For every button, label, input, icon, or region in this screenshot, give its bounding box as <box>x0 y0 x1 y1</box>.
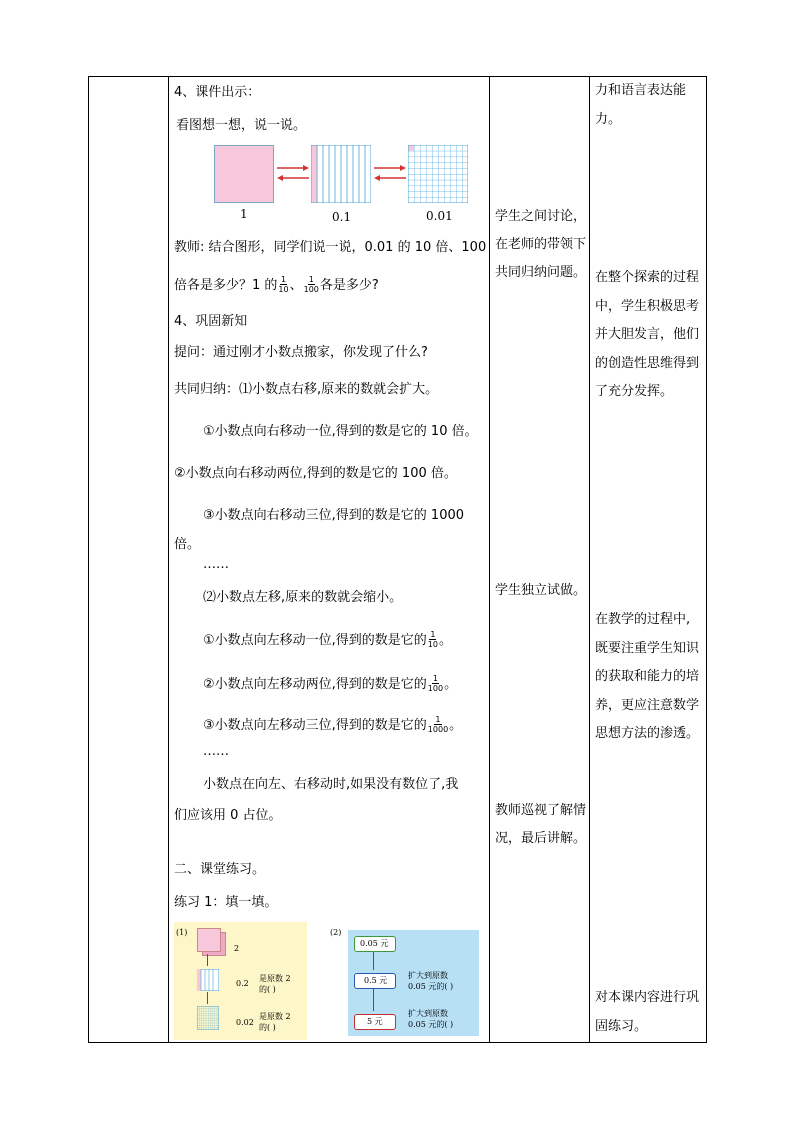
column-divider <box>168 77 169 1042</box>
hundredths-square <box>408 145 468 203</box>
double-arrow-icon <box>372 160 408 186</box>
teacher-activity: 教师巡视了解情况，最后讲解。 <box>495 803 587 846</box>
rule-left-2: ②小数点向左移动两位,得到的数是它的 $\frac{1}{100}$ 。 <box>203 674 458 693</box>
teacher-prompt: 教师: 结合图形，同学们说一说，0.01 的 10 倍、100 <box>174 240 487 255</box>
summary-text: 共同归纳：⑴小数点右移,原来的数就会扩大。 <box>174 382 439 397</box>
amount-box: 0.05 元 <box>354 936 396 952</box>
student-activity: 学生之间讨论，在老师的带领下共同归纳问题。 <box>495 209 587 280</box>
exercise-panel-1: (1) 2 0.2 是原数 2 的( ) 0.02 是原数 2 的( ) <box>174 922 307 1040</box>
rule-right-2: ②小数点向右移动两位,得到的数是它的 100 倍。 <box>174 466 457 481</box>
ellipsis: …… <box>203 557 229 572</box>
exercise-panel-2: 0.05 元 0.5 元 扩大到原数 0.05 元的( ) 5 元 扩大到原数 0.05 元的( ) <box>348 930 479 1036</box>
section-heading: 4、课件出示： <box>174 85 261 100</box>
fraction-one-tenth: $\frac{1}{10}$ <box>278 275 289 294</box>
label-hundredth: 0.01 <box>426 209 453 223</box>
label-one: 1 <box>240 207 248 221</box>
rule-left-1: ①小数点向左移动一位,得到的数是它的 $\frac{1}{10}$ 。 <box>203 630 452 649</box>
whole-square <box>214 145 274 203</box>
design-intent: 在整个探索的过程中，学生积极思考并大胆发言，他们的创造性思维得到了充分发挥。 <box>595 270 700 399</box>
label-tenth: 0.1 <box>332 210 352 224</box>
teacher-prompt-cont: 倍各是多少？1 的 $\frac{1}{10}$ 、 $\frac{1}{100}$ 各是多少? <box>174 275 379 294</box>
section-heading: 二、课堂练习。 <box>174 862 266 877</box>
zero-placeholder-text-cont: 们应该用 0 占位。 <box>174 808 282 823</box>
design-intent: 力和语言表达能力。 <box>595 83 687 127</box>
ellipsis: …… <box>203 744 229 759</box>
amount-box: 5 元 <box>354 1014 396 1030</box>
section-heading: 4、巩固新知 <box>174 314 248 329</box>
instruction-text: 看图想一想，说一说。 <box>176 118 307 133</box>
question-text: 提问：通过刚才小数点搬家，你发现了什么? <box>174 345 428 360</box>
student-activity: 学生独立试做。 <box>495 583 587 598</box>
rule-right-1: ①小数点向右移动一位,得到的数是它的 10 倍。 <box>203 424 478 439</box>
fraction-one-hundredth: $\frac{1}{100}$ <box>303 275 319 294</box>
column-divider <box>489 77 490 1042</box>
rule-right-3: ③小数点向右移动三位,得到的数是它的 1000 <box>203 508 465 523</box>
design-intent: 在教学的过程中,既要注重学生知识的获取和能力的培养，更应注意数学思想方法的渗透。 <box>595 612 700 741</box>
double-arrow-icon <box>275 160 311 186</box>
summary-left: ⑵小数点左移,原来的数就会缩小。 <box>203 590 403 605</box>
amount-box: 0.5 元 <box>354 973 396 989</box>
design-intent: 对本课内容进行巩固练习。 <box>595 990 700 1034</box>
tenths-square <box>311 145 371 203</box>
tenths-icon <box>197 969 219 991</box>
column-divider <box>589 77 590 1042</box>
rule-left-3: ③小数点向左移动三位,得到的数是它的 $\frac{1}{1000}$ 。 <box>203 715 463 734</box>
hundredths-icon <box>197 1006 219 1030</box>
rule-right-3-cont: 倍。 <box>174 537 201 552</box>
zero-placeholder-text: 小数点在向左、右移动时,如果没有数位了,我 <box>203 777 459 792</box>
exercise-title: 练习 1：填一填。 <box>174 895 278 910</box>
